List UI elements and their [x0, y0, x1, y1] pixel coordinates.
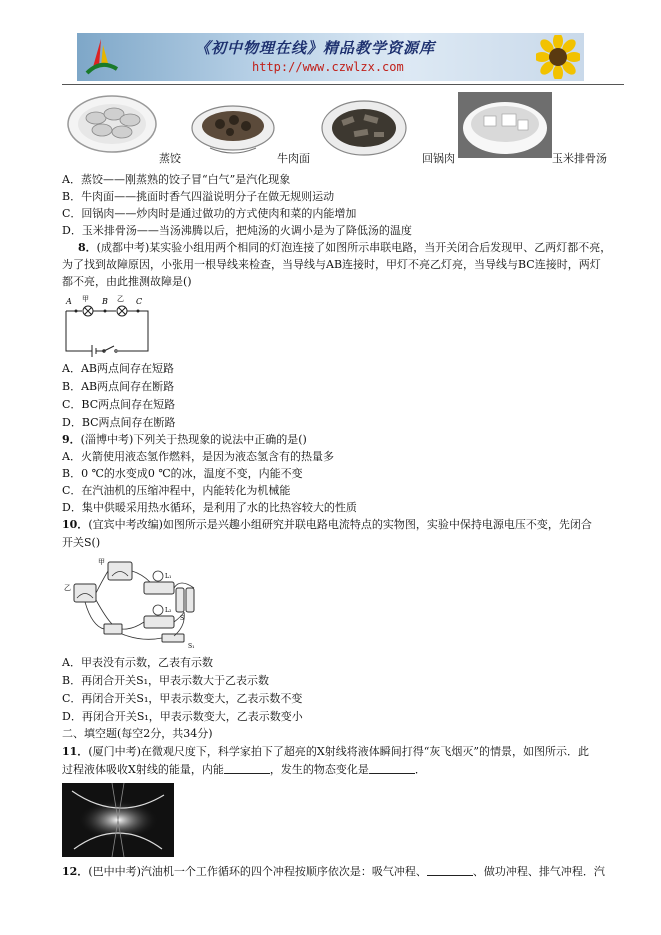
- q9-text: (淄博中考)下列关于热现象的说法中正确的是(): [80, 433, 307, 446]
- q8-option-b: B．AB两点间存在断路: [62, 380, 175, 393]
- xray-liquid-photo: [62, 783, 174, 857]
- q11-blank-2[interactable]: [369, 763, 415, 774]
- q9-number: 9．: [62, 433, 81, 446]
- header-banner: [77, 33, 584, 81]
- q8-option-a: A．AB两点间存在短路: [62, 362, 174, 375]
- q11-text-b: ，发生的物态变化是: [269, 763, 369, 776]
- q9-option-a: A．火箭使用液态氢作燃料，是因为液态氢含有的热量多: [62, 450, 334, 463]
- q7-option-d: D．玉米排骨汤——当汤沸腾以后，把炖汤的火调小是为了降低汤的温度: [62, 224, 412, 237]
- q10-label-l2: L₂: [165, 607, 172, 614]
- q11-stem-line1: [62, 745, 589, 759]
- q8-label-b: B: [102, 297, 108, 306]
- food-label-pork: 回锅肉: [422, 152, 455, 165]
- food-label-dumplings: 蒸饺: [159, 152, 181, 165]
- q8-label-jia: 甲: [82, 295, 89, 303]
- q8-option-c: C．BC两点间存在短路: [62, 398, 176, 411]
- food-label-soup: 玉米排骨汤: [552, 152, 607, 165]
- q7-option-c: C．回锅肉——炒肉时是通过做功的方式使肉和菜的内能增加: [62, 207, 357, 220]
- q10-option-d: D．再闭合开关S₁，甲表示数变大，乙表示数变小: [62, 710, 303, 723]
- q8-label-a: A: [66, 297, 72, 306]
- q11-text-c: ．: [414, 763, 426, 776]
- dumplings-image: [66, 94, 158, 154]
- q12-number: 12．: [62, 865, 89, 878]
- q12-blank-1[interactable]: [427, 865, 473, 876]
- q10-number: 10．: [62, 518, 89, 531]
- site-logo-icon: [83, 37, 119, 77]
- site-title: 《初中物理在线》精品教学资源库: [195, 39, 436, 57]
- q10-label-l1: L₁: [165, 573, 172, 580]
- q10-stem-line2: 开关S(): [62, 536, 101, 549]
- q10-circuit-diagram: [62, 556, 210, 650]
- q8-circuit-diagram: [62, 293, 154, 357]
- q11-number: 11．: [62, 745, 89, 758]
- q8-option-d: D．BC两点间存在断路: [62, 416, 176, 429]
- q9-option-b: B．0 ℃的水变成0 ℃的冰，温度不变，内能不变: [62, 467, 303, 480]
- q10-text-line1: (宜宾中考改编)如图所示是兴趣小组研究并联电路电流特点的实物图，实验中保持电源电压不变，先闭合: [88, 518, 592, 531]
- corn-rib-soup-image: [458, 92, 552, 158]
- q11-stem-line2: [62, 763, 426, 777]
- q10-option-a: A．甲表没有示数，乙表有示数: [62, 656, 213, 669]
- q10-label-s1: S₁: [188, 643, 195, 650]
- q10-label-jia: 甲: [98, 558, 105, 566]
- food-label-beef-noodles: 牛肉面: [277, 152, 310, 165]
- q9-stem: [62, 433, 307, 447]
- header-divider: [62, 84, 624, 85]
- q12-text-b: 、做功冲程、排气冲程．汽: [472, 865, 605, 878]
- q9-option-c: C．在汽油机的压缩冲程中，内能转化为机械能: [62, 484, 291, 497]
- q11-text-a: 过程液体吸收X射线的能量，内能: [62, 763, 224, 776]
- sunflower-icon: [536, 35, 580, 79]
- q12-stem: [62, 865, 605, 879]
- q8-label-yi: 乙: [117, 295, 124, 303]
- q12-text-a: (巴中中考)汽油机一个工作循环的四个冲程按顺序依次是：吸气冲程、: [88, 865, 427, 878]
- q8-number: 8．: [78, 241, 97, 254]
- q10-label-s: S: [180, 615, 185, 622]
- q10-option-b: B．再闭合开关S₁，甲表示数大于乙表示数: [62, 674, 270, 687]
- q10-label-yi: 乙: [64, 584, 71, 592]
- q8-label-c: C: [136, 297, 143, 306]
- q11-blank-1[interactable]: [224, 763, 270, 774]
- q11-text-line1: (厦门中考)在微观尺度下，科学家拍下了超亮的X射线将液体瞬间打得“灰飞烟灭”的情景，如图所示．此: [88, 745, 589, 758]
- section-fill-in-blank-heading: 二、填空题(每空2分，共34分): [62, 727, 213, 740]
- q10-option-c: C．再闭合开关S₁，甲表示数变大，乙表示数不变: [62, 692, 303, 705]
- q8-stem-line3: 都不亮，由此推测故障是(): [62, 275, 192, 288]
- q9-option-d: D．集中供暖采用热水循环，是利用了水的比热容较大的性质: [62, 501, 357, 514]
- q7-option-a: A．蒸饺——刚蒸熟的饺子冒“白气”是汽化现象: [62, 173, 291, 186]
- site-url: http://www.czwlzx.com: [252, 60, 404, 74]
- q7-option-b: B．牛肉面——挑面时香气四溢说明分子在做无规则运动: [62, 190, 335, 203]
- twice-cooked-pork-image: [320, 98, 408, 158]
- q8-stem-line1: [78, 241, 611, 255]
- q8-text-line1: (成都中考)某实验小组用两个相同的灯泡连接了如图所示串联电路，当开关闭合后发现甲、乙两灯都不亮，: [96, 241, 612, 254]
- q8-stem-line2: 为了找到故障原因，小张用一根导线来检查，当导线与AB连接时，甲灯不亮乙灯亮，当导线与BC连接时，两灯: [62, 258, 601, 271]
- q10-stem-line1: [62, 518, 592, 532]
- beef-noodles-image: [190, 102, 276, 158]
